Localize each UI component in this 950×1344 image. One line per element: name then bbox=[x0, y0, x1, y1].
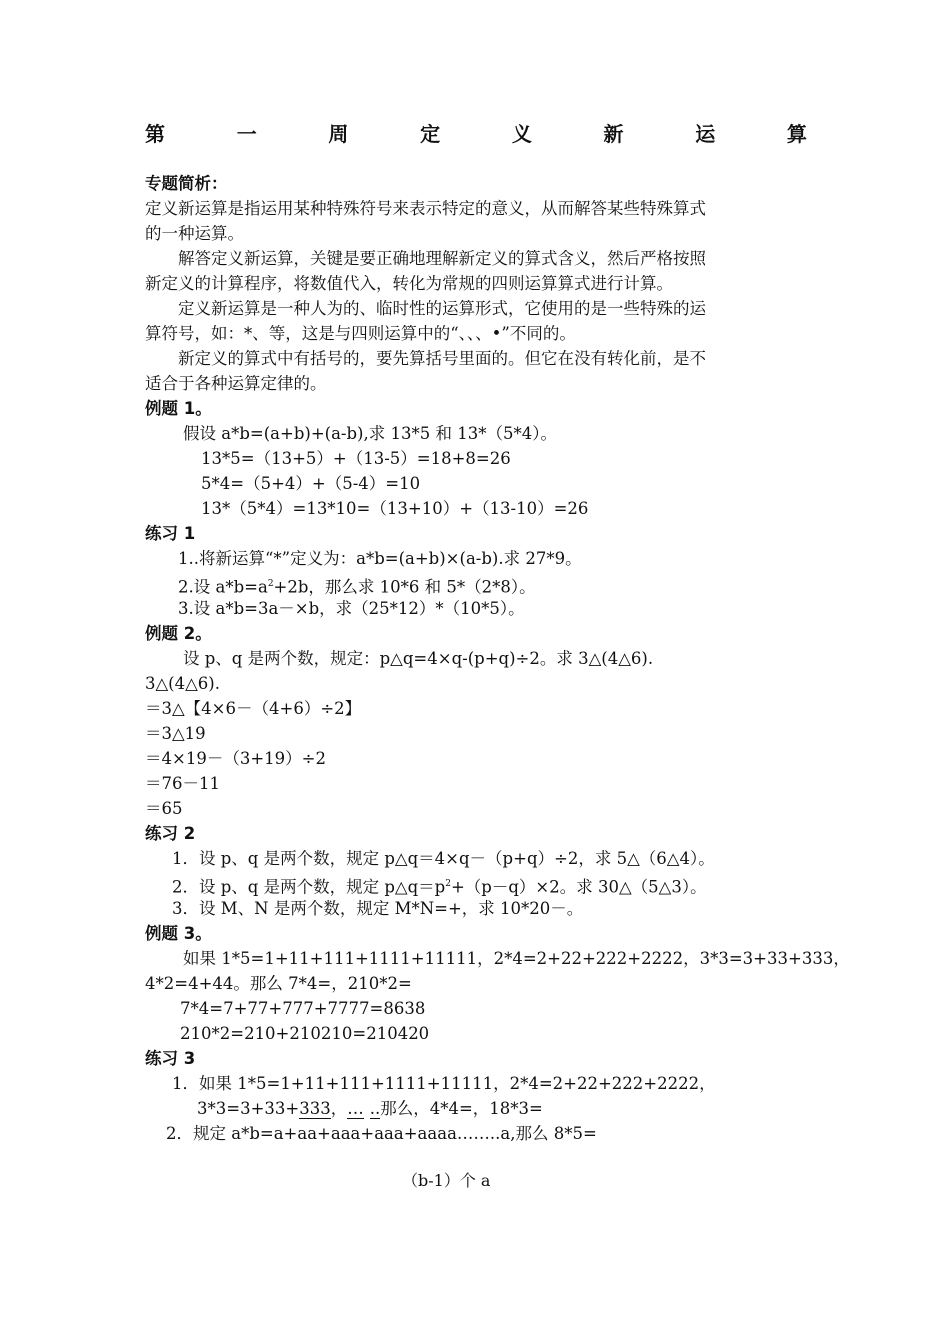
example-2-step-5: ＝76－11 bbox=[145, 774, 220, 793]
practice-1-item-2 bbox=[178, 572, 536, 600]
intro-paragraph-3-line-1: 定义新运算是一种人为的、临时性的运算形式，它使用的是一些特殊的运 bbox=[178, 299, 706, 318]
practice-2-item-2-text-b: +（p－q）×2。求 30△（5△3）。 bbox=[450, 877, 707, 897]
underlined-dots: .. bbox=[369, 1099, 381, 1118]
practice-3-item-1-text-pre: 3*3=3+33+ bbox=[197, 1099, 300, 1118]
practice-1-item-2-text-a: 2.设 a*b=a bbox=[178, 577, 268, 597]
practice-3-item-1-comma: ， bbox=[330, 1099, 348, 1118]
example-3-question-line-2: 4*2=4+44。那么 7*4=，210*2= bbox=[145, 974, 412, 993]
title-char: 新 bbox=[603, 122, 624, 146]
intro-paragraph-2-line-1: 解答定义新运算，关键是要正确地理解新定义的算式含义，然后严格按照 bbox=[178, 249, 706, 268]
underlined-ellipsis: … bbox=[347, 1099, 364, 1118]
practice-2-item-1: 1．设 p、q 是两个数，规定 p△q＝4×q－（p+q）÷2，求 5△（6△4）。 bbox=[172, 849, 715, 868]
practice-3-item-2: 2．规定 a*b=a+aa+aaa+aaa+aaaa……..a,那么 8*5= bbox=[166, 1124, 597, 1143]
example-3-question-line-1: 如果 1*5=1+11+111+1111+11111，2*4=2+22+222+2222，3*3=3+33+333， bbox=[183, 949, 850, 968]
title-char: 第 bbox=[145, 122, 165, 146]
document-title bbox=[145, 118, 807, 147]
example-2-step-3: ＝3△19 bbox=[145, 724, 206, 743]
practice-3-item-2-hint: （b-1）个 a bbox=[402, 1171, 491, 1190]
practice-1-item-2-text-b: +2b，那么求 10*6 和 5*（2*8）。 bbox=[273, 577, 536, 597]
example-2-step-4: ＝4×19－（3+19）÷2 bbox=[145, 749, 326, 768]
title-char: 定 bbox=[420, 122, 441, 146]
practice-2-heading: 练习 2 bbox=[145, 824, 196, 843]
superscript: 2 bbox=[445, 879, 451, 889]
example-3-step-2: 210*2=210+210210=210420 bbox=[180, 1024, 430, 1043]
example-1-heading: 例题 1。 bbox=[145, 399, 212, 418]
example-3-step-1: 7*4=7+77+777+7777=8638 bbox=[180, 999, 426, 1018]
practice-3-item-1-line-2 bbox=[197, 1097, 543, 1121]
title-char: 运 bbox=[695, 122, 716, 146]
practice-2-item-2 bbox=[172, 872, 707, 900]
practice-2-item-3: 3．设 M、N 是两个数，规定 M*N=+，求 10*20－。 bbox=[172, 899, 584, 918]
practice-1-heading: 练习 1 bbox=[145, 524, 196, 543]
superscript: 2 bbox=[267, 579, 274, 589]
example-1-step-2: 5*4=（5+4）+（5-4）=10 bbox=[201, 474, 421, 493]
intro-paragraph-3-line-2: 算符号，如：*、等，这是与四则运算中的“、、、•”不同的。 bbox=[145, 324, 576, 343]
example-1-step-3: 13*（5*4）=13*10=（13+10）+（13-10）=26 bbox=[201, 499, 589, 518]
intro-paragraph-4-line-2: 适合于各种运算定律的。 bbox=[145, 374, 327, 393]
practice-3-item-1-text-post: 那么，4*4=，18*3= bbox=[380, 1099, 543, 1118]
intro-paragraph-2-line-2: 新定义的计算程序，将数值代入，转化为常规的四则运算算式进行计算。 bbox=[145, 274, 673, 293]
example-2-step-1: 3△(4△6). bbox=[145, 674, 220, 693]
title-char: 义 bbox=[511, 122, 532, 146]
example-2-step-6: ＝65 bbox=[145, 799, 183, 818]
title-char: 算 bbox=[786, 122, 807, 146]
example-1-step-1: 13*5=（13+5）+（13-5）=18+8=26 bbox=[201, 449, 511, 468]
underlined-term: 333 bbox=[299, 1099, 331, 1118]
title-char: 一 bbox=[236, 122, 257, 146]
intro-paragraph-1-line-1: 定义新运算是指运用某种特殊符号来表示特定的意义，从而解答某些特殊算式 bbox=[145, 199, 706, 218]
practice-1-item-1: 1..将新运算“*”定义为：a*b=(a+b)×(a-b).求 27*9。 bbox=[178, 549, 582, 568]
example-1-question: 假设 a*b=(a+b)+(a-b),求 13*5 和 13*（5*4）。 bbox=[183, 424, 557, 443]
title-char: 周 bbox=[328, 122, 349, 146]
example-2-step-2: ＝3△【4×6－（4+6）÷2】 bbox=[145, 699, 362, 718]
intro-paragraph-4-line-1: 新定义的算式中有括号的，要先算括号里面的。但它在没有转化前，是不 bbox=[178, 349, 706, 368]
example-3-heading: 例题 3。 bbox=[145, 924, 212, 943]
practice-2-item-2-text-a: 2．设 p、q 是两个数，规定 p△q＝p bbox=[172, 877, 446, 897]
practice-3-item-1-line-1: 1．如果 1*5=1+11+111+1111+11111，2*4=2+22+222+2222， bbox=[172, 1074, 716, 1093]
intro-paragraph-1-line-2: 的一种运算。 bbox=[145, 224, 244, 243]
practice-3-heading: 练习 3 bbox=[145, 1049, 196, 1068]
practice-1-item-3: 3.设 a*b=3a－×b，求（25*12）*（10*5）。 bbox=[178, 599, 525, 618]
example-2-question: 设 p、q 是两个数，规定：p△q=4×q-(p+q)÷2。求 3△(4△6). bbox=[183, 649, 654, 668]
intro-heading: 专题简析： bbox=[145, 174, 228, 193]
example-2-heading: 例题 2。 bbox=[145, 624, 212, 643]
